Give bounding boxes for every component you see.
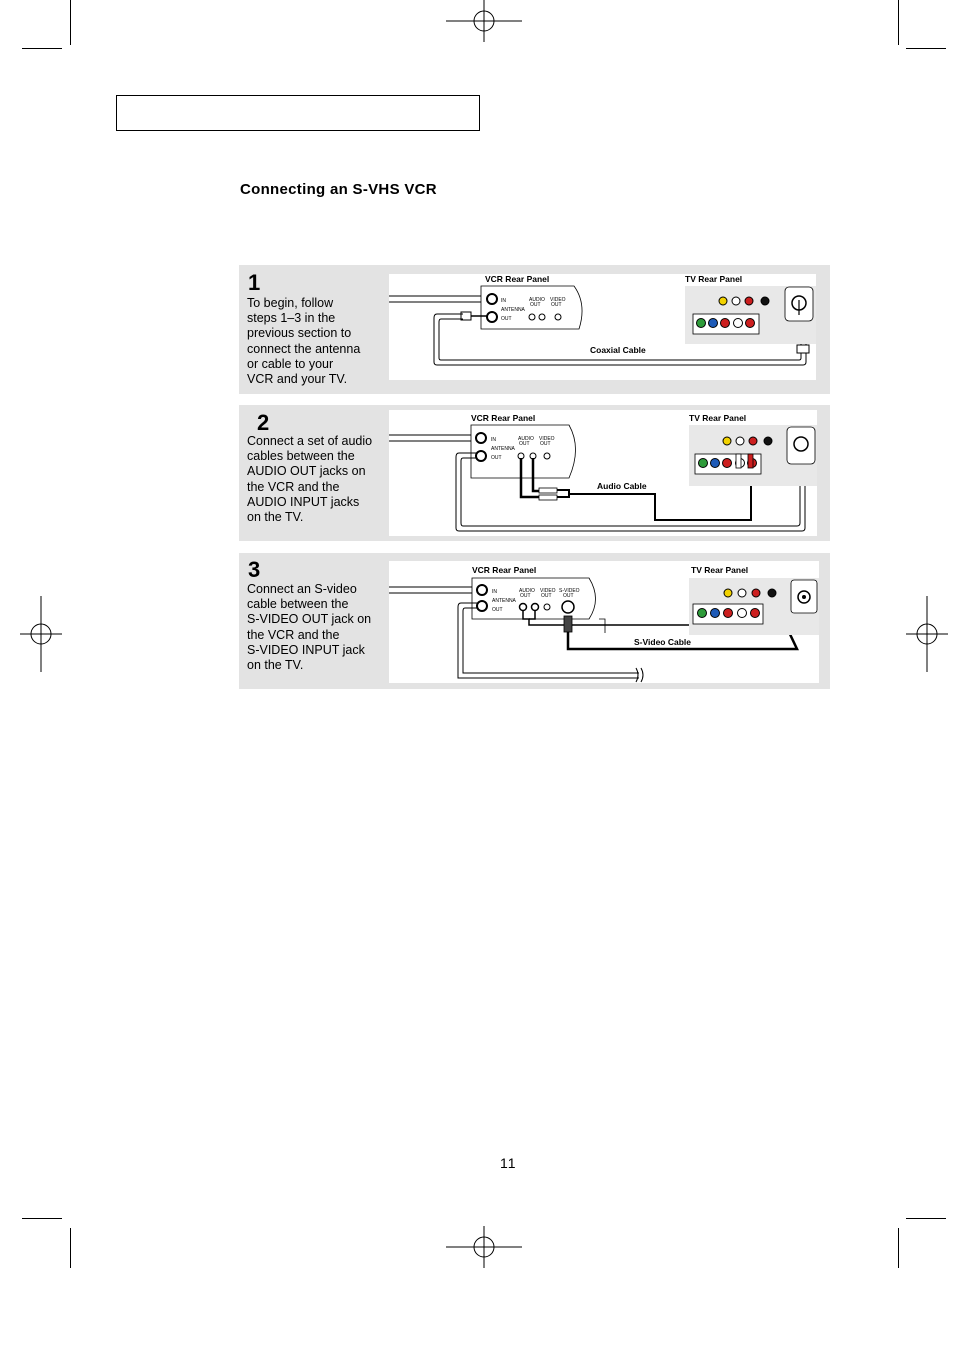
vcr-rear-panel-label: VCR Rear Panel [471, 413, 536, 423]
registration-mark [446, 1226, 522, 1268]
header-box [116, 95, 480, 131]
cable-label: Audio Cable [597, 481, 647, 491]
diagram-svg [389, 561, 819, 683]
svg-text:OUT: OUT [563, 593, 574, 599]
svg-text:OUT: OUT [501, 316, 512, 322]
connection-diagram [389, 410, 817, 536]
crop-mark [898, 0, 899, 45]
svg-text:OUT: OUT [491, 455, 502, 461]
step-number: 3 [248, 557, 261, 582]
crop-mark [70, 1228, 71, 1268]
crop-mark [898, 1228, 899, 1268]
svg-text:ANTENNA: ANTENNA [501, 307, 525, 313]
svg-text:OUT: OUT [540, 441, 551, 447]
svg-text:S-VIDEO: S-VIDEO [559, 588, 580, 594]
crop-mark [906, 1218, 946, 1219]
svg-text:IN: IN [501, 298, 506, 304]
registration-mark [20, 596, 62, 672]
crop-mark [22, 48, 62, 49]
cable-label: Coaxial Cable [590, 345, 646, 355]
tv-rear-panel-label: TV Rear Panel [691, 565, 749, 575]
tv-rear-panel-label: TV Rear Panel [685, 274, 743, 284]
step-number: 1 [248, 270, 261, 295]
connection-diagram [389, 561, 819, 683]
tv-rear-panel-label: TV Rear Panel [689, 413, 747, 423]
svg-text:ANTENNA: ANTENNA [492, 598, 516, 604]
vcr-rear-panel-label: VCR Rear Panel [485, 274, 550, 284]
svg-text:VIDEO: VIDEO [540, 588, 556, 594]
crop-mark [22, 1218, 62, 1219]
svg-text:VIDEO: VIDEO [550, 297, 566, 303]
svg-text:OUT: OUT [541, 593, 552, 599]
svg-text:OUT: OUT [530, 302, 541, 308]
step-2-panel [239, 405, 830, 541]
svg-text:IN: IN [492, 589, 497, 595]
svg-text:OUT: OUT [520, 593, 531, 599]
step-number: 2 [257, 410, 270, 435]
svg-text:OUT: OUT [519, 441, 530, 447]
registration-mark [446, 0, 522, 42]
page-number: 11 [500, 1155, 517, 1171]
step-instructions: To begin, follow steps 1–3 in the previous section to connect the antenna or cable to your VCR and your TV. [247, 296, 361, 387]
crop-mark [906, 48, 946, 49]
step-instructions: Connect a set of audio cables between the AUDIO OUT jacks on the VCR and the AUDIO INPUT jacks on the TV. [247, 434, 373, 525]
step-3-panel [239, 553, 830, 689]
svg-text:VIDEO: VIDEO [539, 436, 555, 442]
svg-text:AUDIO: AUDIO [518, 436, 534, 442]
crop-mark [70, 0, 71, 45]
registration-mark [906, 596, 948, 672]
connection-diagram [389, 274, 816, 380]
svg-text:OUT: OUT [492, 607, 503, 613]
diagram-svg [389, 274, 816, 380]
diagram-svg [389, 410, 817, 536]
step-1-panel [239, 265, 830, 394]
svg-text:AUDIO: AUDIO [519, 588, 535, 594]
section-title: Connecting an S-VHS VCR [240, 181, 437, 198]
cable-label: S-Video Cable [634, 637, 691, 647]
svg-text:ANTENNA: ANTENNA [491, 446, 515, 452]
vcr-rear-panel-label: VCR Rear Panel [472, 565, 537, 575]
svg-text:OUT: OUT [551, 302, 562, 308]
svg-text:IN: IN [491, 437, 496, 443]
step-instructions: Connect an S-video cable between the S-VIDEO OUT jack on the VCR and the S-VIDEO INPUT jack on the TV. [247, 582, 372, 673]
svg-text:AUDIO: AUDIO [529, 297, 545, 303]
